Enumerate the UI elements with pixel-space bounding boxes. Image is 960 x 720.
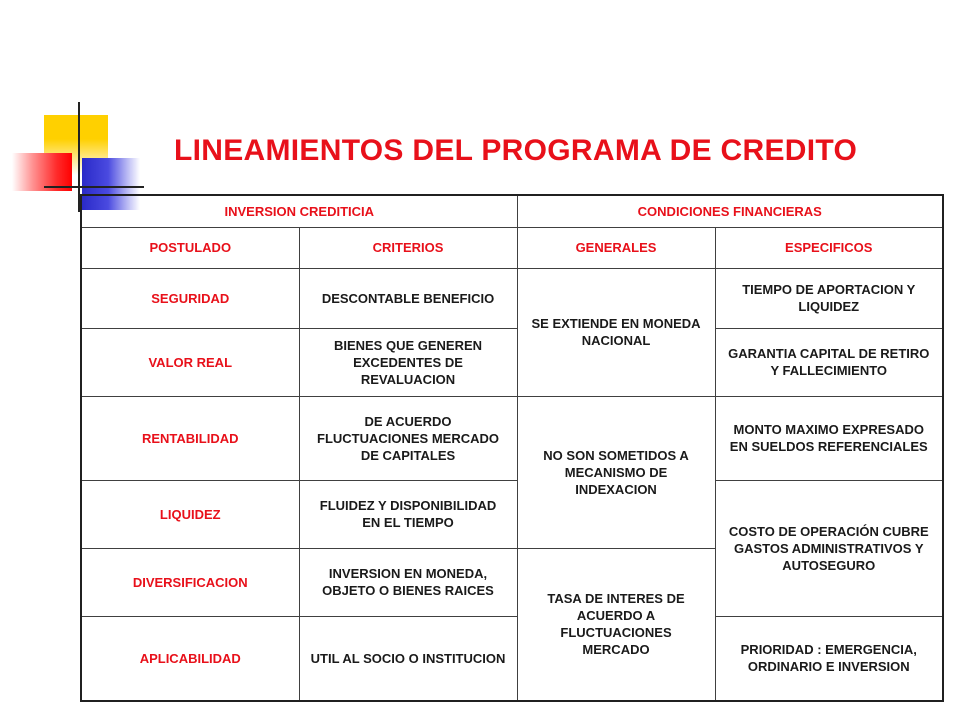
criterio-cell: UTIL AL SOCIO O INSTITUCION <box>299 616 517 701</box>
group-header-condiciones: CONDICIONES FINANCIERAS <box>517 195 943 227</box>
table-row <box>81 396 943 480</box>
credit-guidelines-table <box>80 194 944 702</box>
postulado-cell: LIQUIDEZ <box>81 480 299 548</box>
criterio-cell: DE ACUERDO FLUCTUACIONES MERCADO DE CAPITALES <box>299 396 517 480</box>
column-header-criterios: CRITERIOS <box>299 227 517 268</box>
postulado-cell: DIVERSIFICACION <box>81 548 299 616</box>
postulado-cell: VALOR REAL <box>81 328 299 396</box>
generales-cell: NO SON SOMETIDOS A MECANISMO DE INDEXACION <box>517 396 715 548</box>
generales-cell: TASA DE INTERES DE ACUERDO A FLUCTUACIONES MERCADO <box>517 548 715 701</box>
table-row <box>81 616 943 701</box>
criterio-cell: INVERSION EN MONEDA, OBJETO O BIENES RAICES <box>299 548 517 616</box>
column-header-postulado: POSTULADO <box>81 227 299 268</box>
group-header-inversion: INVERSION CREDITICIA <box>81 195 517 227</box>
column-header-generales: GENERALES <box>517 227 715 268</box>
postulado-cell: SEGURIDAD <box>81 268 299 328</box>
table-row <box>81 328 943 396</box>
especifico-cell: TIEMPO DE APORTACION Y LIQUIDEZ <box>715 268 943 328</box>
table-row <box>81 480 943 548</box>
postulado-cell: APLICABILIDAD <box>81 616 299 701</box>
criterio-cell: BIENES QUE GENEREN EXCEDENTES DE REVALUACION <box>299 328 517 396</box>
postulado-cell: RENTABILIDAD <box>81 396 299 480</box>
generales-cell: SE EXTIENDE EN MONEDA NACIONAL <box>517 268 715 396</box>
especifico-cell: COSTO DE OPERACIÓN CUBRE GASTOS ADMINISTRATIVOS Y AUTOSEGURO <box>715 480 943 616</box>
group-header-row <box>81 195 943 227</box>
page-title: LINEAMIENTOS DEL PROGRAMA DE CREDITO <box>174 134 858 167</box>
especifico-cell: PRIORIDAD : EMERGENCIA, ORDINARIO E INVERSION <box>715 616 943 701</box>
logo-horizontal-line <box>44 186 144 188</box>
column-header-especificos: ESPECIFICOS <box>715 227 943 268</box>
criterio-cell: DESCONTABLE BENEFICIO <box>299 268 517 328</box>
especifico-cell: GARANTIA CAPITAL DE RETIRO Y FALLECIMIENTO <box>715 328 943 396</box>
table-row <box>81 268 943 328</box>
especifico-cell: MONTO MAXIMO EXPRESADO EN SUELDOS REFERENCIALES <box>715 396 943 480</box>
criterio-cell: FLUIDEZ Y DISPONIBILIDAD EN EL TIEMPO <box>299 480 517 548</box>
column-header-row <box>81 227 943 268</box>
